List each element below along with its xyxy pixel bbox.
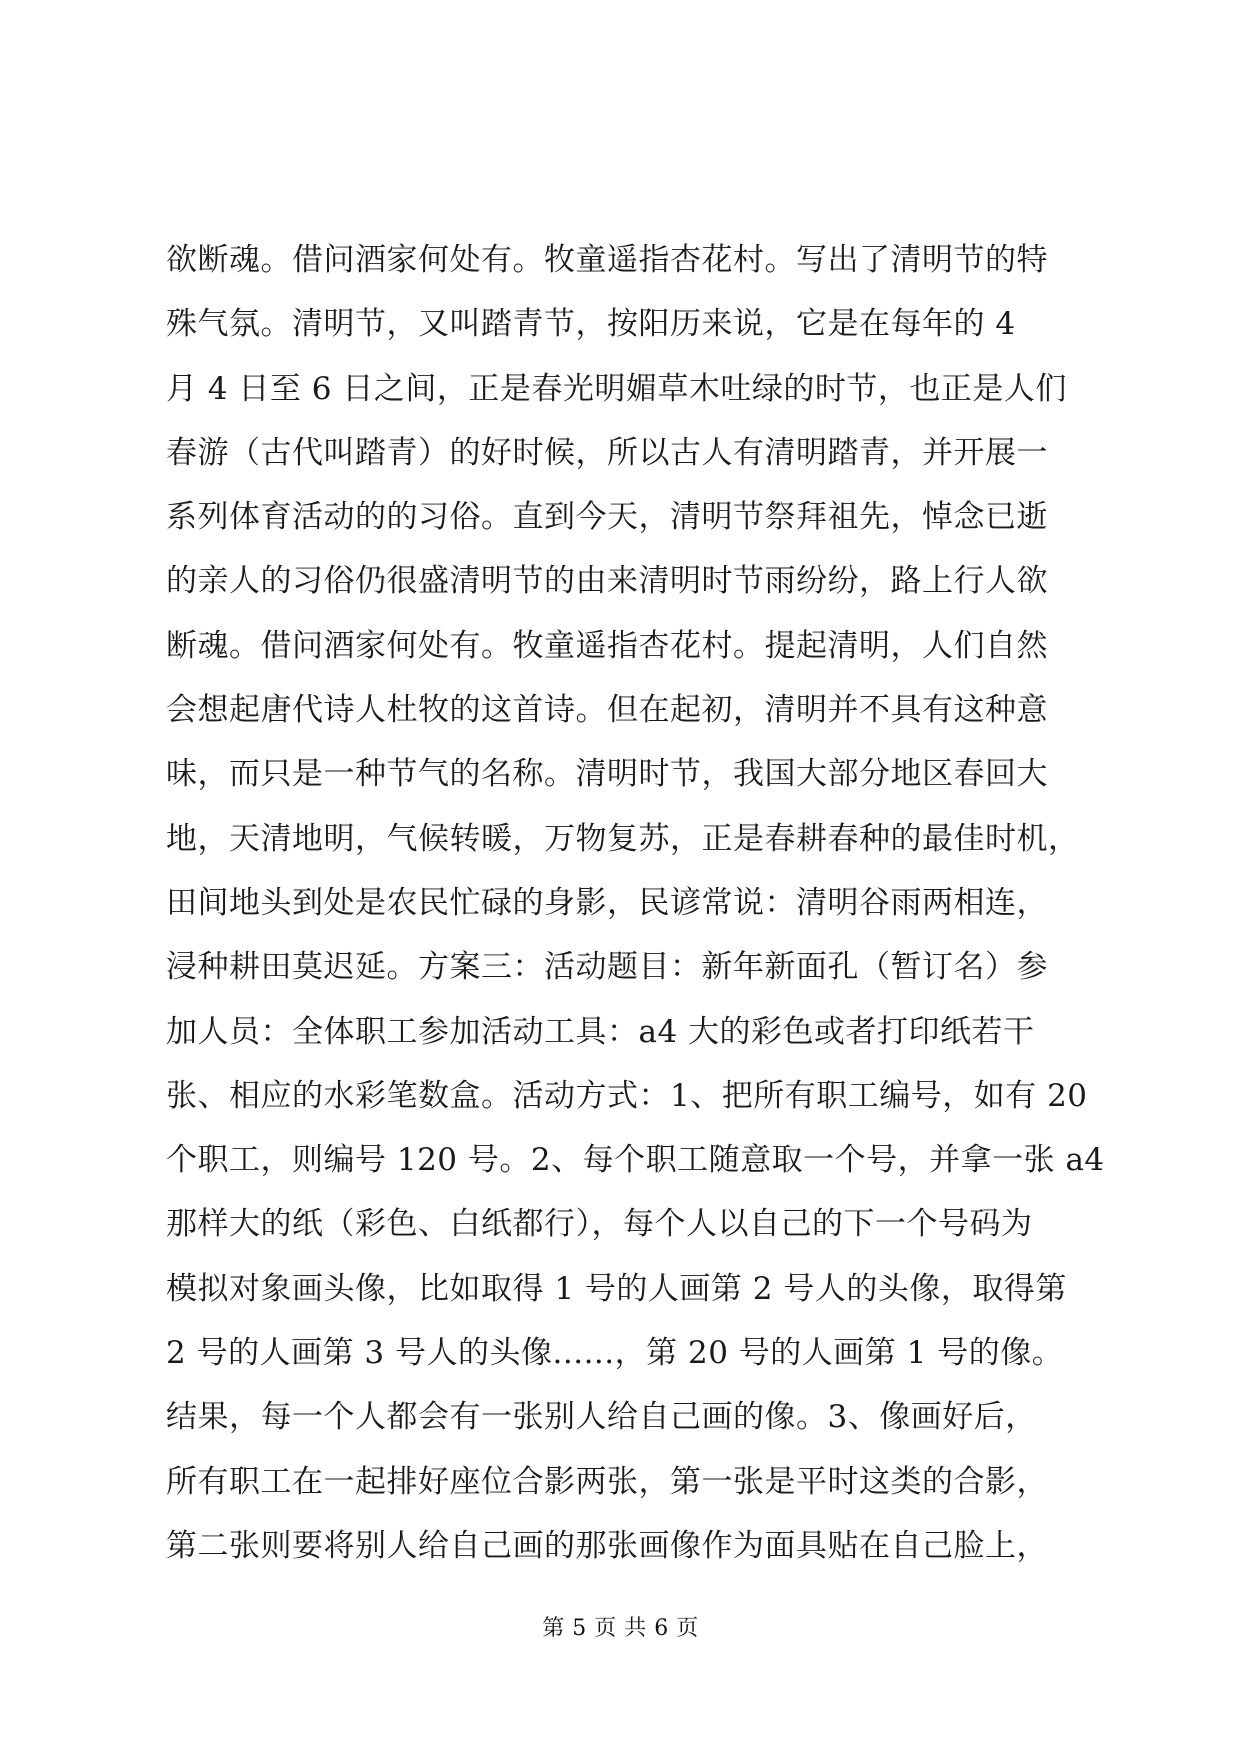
text-line: 那样大的纸（彩色、白纸都行），每个人以自己的下一个号码为	[166, 1206, 1033, 1243]
text-line: 田间地头到处是农民忙碌的身影，民谚常说：清明谷雨两相连，	[166, 884, 1048, 921]
text-line: 结果，每一个人都会有一张别人给自己画的像。3、像画好后，	[166, 1399, 1037, 1436]
text-line: 味，而只是一种节气的名称。清明时节，我国大部分地区春回大	[166, 756, 1048, 793]
text-line: 模拟对象画头像，比如取得 1 号的人画第 2 号人的头像，取得第	[166, 1270, 1067, 1307]
body-text	[166, 228, 1105, 1578]
text-line: 月 4 日至 6 日之间，正是春光明媚草木吐绿的时节，也正是人们	[166, 370, 1067, 407]
text-line: 张、相应的水彩笔数盒。活动方式：1、把所有职工编号，如有 20	[166, 1077, 1088, 1114]
text-line: 个职工，则编号 120 号。2、每个职工随意取一个号，并拿一张 a4	[166, 1142, 1105, 1179]
text-line: 加人员：全体职工参加活动工具：a4 大的彩色或者打印纸若干	[166, 1013, 1035, 1050]
text-line: 欲断魂。借问酒家何处有。牧童遥指杏花村。写出了清明节的特	[166, 242, 1048, 278]
page-number-footer: 第 5 页 共 6 页	[542, 1616, 699, 1641]
text-line: 系列体育活动的的习俗。直到今天，清明节祭拜祖先，悼念已逝	[166, 499, 1048, 536]
text-line: 断魂。借问酒家何处有。牧童遥指杏花村。提起清明，人们自然	[166, 627, 1048, 664]
text-line: 第二张则要将别人给自己画的那张画像作为面具贴在自己脸上，	[166, 1527, 1048, 1564]
text-line: 会想起唐代诗人杜牧的这首诗。但在起初，清明并不具有这种意	[166, 692, 1048, 729]
text-line: 春游（古代叫踏青）的好时候，所以古人有清明踏青，并开展一	[166, 434, 1048, 471]
text-line: 浸种耕田莫迟延。方案三：活动题目：新年新面孔（暂订名）参	[166, 949, 1048, 986]
text-line: 殊气氛。清明节，又叫踏青节，按阳历来说，它是在每年的 4	[166, 306, 1016, 343]
text-line: 2 号的人画第 3 号人的头像......，第 20 号的人画第 1 号的像。	[166, 1335, 1064, 1372]
text-line: 地，天清地明，气候转暖，万物复苏，正是春耕春种的最佳时机，	[166, 820, 1080, 857]
text-line: 的亲人的习俗仍很盛清明节的由来清明时节雨纷纷，路上行人欲	[166, 563, 1048, 600]
text-line: 所有职工在一起排好座位合影两张，第一张是平时这类的合影，	[166, 1463, 1048, 1500]
